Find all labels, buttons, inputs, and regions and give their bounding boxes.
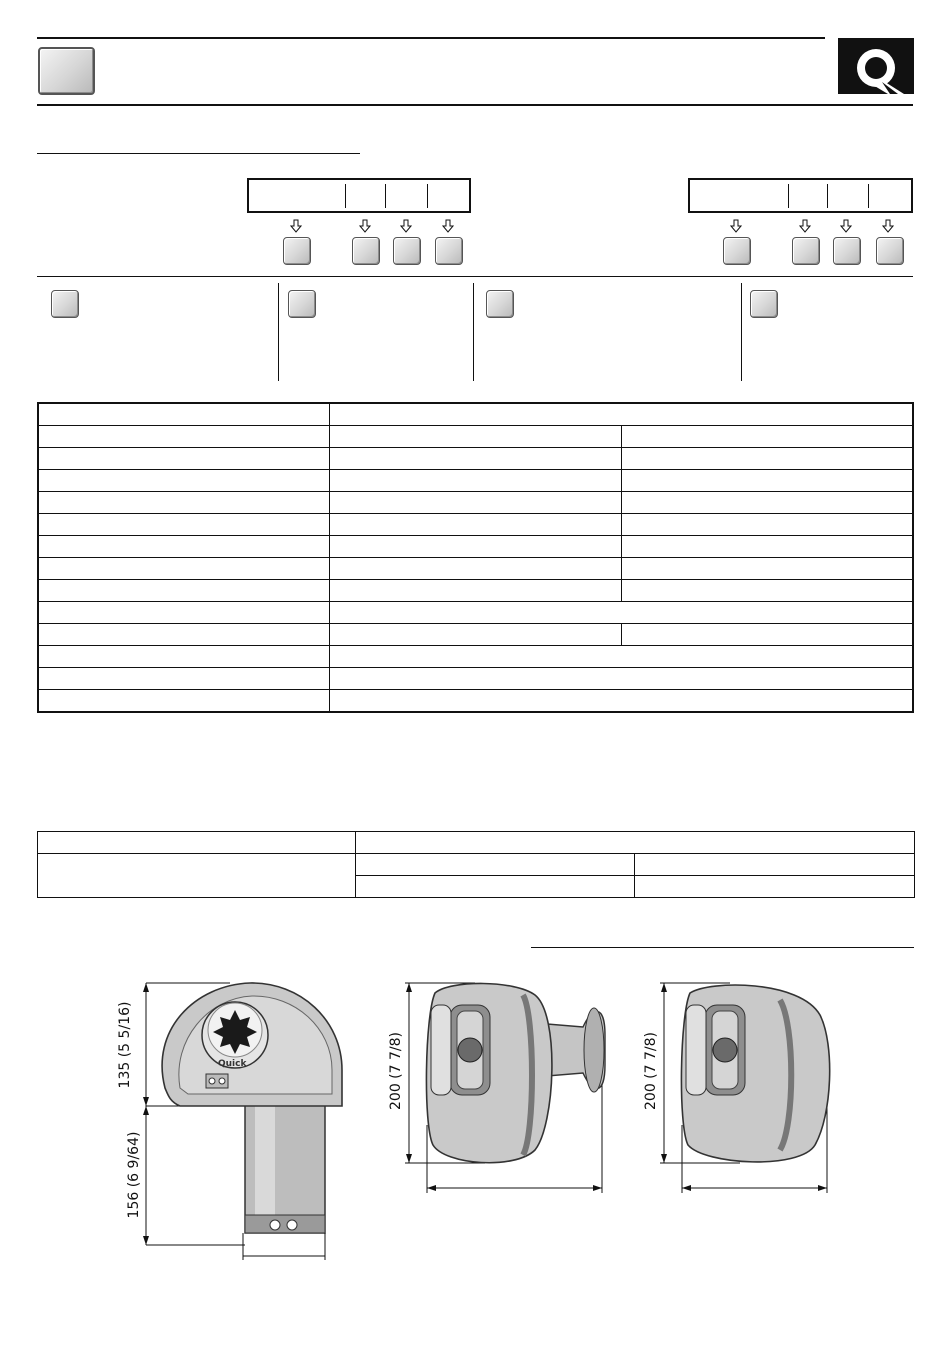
table-row [38,602,913,624]
table-row [38,854,915,876]
table-cell [329,536,621,558]
code-option-badge [435,237,463,265]
table-cell [621,514,913,536]
table-cell [38,492,329,514]
table-row [38,470,913,492]
table-cell [38,668,329,690]
code-option-badge [283,237,311,265]
table-row [38,426,913,448]
table-cell [38,832,356,854]
code-option-badge [723,237,751,265]
model-code-box-2 [688,178,913,213]
dim-label: 135 (5 5/16) [117,1001,133,1089]
table-cell [38,448,329,470]
legend-divider [278,283,279,381]
model-code-box-1 [247,178,471,213]
table-row [38,646,913,668]
legend-divider [741,283,742,381]
table-cell [38,536,329,558]
down-arrow-icon [730,219,742,233]
table-cell [356,876,635,898]
table-cell [38,624,329,646]
table-cell [329,646,913,668]
winch-front-view-drawing [110,970,350,1270]
header-top-rule [37,37,825,39]
cap-logo-text: Quick [218,1059,247,1069]
table-cell [621,448,913,470]
dim-label: 200 (7 7/8) [643,1032,659,1110]
table-cell [329,624,621,646]
table-cell [38,646,329,668]
table-row [38,580,913,602]
table-row [38,514,913,536]
table-cell [635,876,915,898]
header-bottom-rule [37,104,913,106]
table-cell [38,470,329,492]
table-cell [621,492,913,514]
q-logo-icon [838,38,914,94]
table-cell [621,536,913,558]
table-cell [38,558,329,580]
table-cell [329,690,913,713]
table-cell [329,470,621,492]
winch-side-view-no-drum-drawing [650,975,840,1200]
table-cell [621,624,913,646]
dim-label: 200 (7 7/8) [388,1032,404,1110]
legend-badge-2 [288,290,316,318]
down-arrow-icon [442,219,454,233]
table-cell [38,580,329,602]
table-row [38,558,913,580]
code-option-badge [876,237,904,265]
section-badge [38,47,95,95]
table-cell [356,832,915,854]
specifications-table [37,402,914,713]
table-cell [329,558,621,580]
table-cell [329,426,621,448]
code-option-badge [833,237,861,265]
down-arrow-icon [359,219,371,233]
winch-side-view-drawing [395,975,615,1200]
code-option-badge [393,237,421,265]
table-cell [635,854,915,876]
table-cell [621,558,913,580]
table-cell [38,690,329,713]
legend-rule [37,276,913,277]
down-arrow-icon [882,219,894,233]
table-cell [329,514,621,536]
table-cell [329,602,913,624]
table-cell [329,403,913,426]
dim-label: 156 (6 9/64) [126,1131,142,1219]
down-arrow-icon [290,219,302,233]
section-heading-rule [37,153,360,154]
table-cell [329,580,621,602]
table-row [38,832,915,854]
table-row [38,536,913,558]
down-arrow-icon [840,219,852,233]
table-cell [38,602,329,624]
table-cell [38,426,329,448]
table-cell [329,668,913,690]
table-cell [38,854,356,898]
table-row [38,448,913,470]
table-cell [356,854,635,876]
table-cell [38,403,329,426]
legend-badge-3 [486,290,514,318]
legend-divider [473,283,474,381]
code-option-badge [352,237,380,265]
table-cell [621,470,913,492]
down-arrow-icon [799,219,811,233]
table-cell [329,448,621,470]
table-cell [329,492,621,514]
down-arrow-icon [400,219,412,233]
legend-badge-1 [51,290,79,318]
table-row [38,668,913,690]
compatibility-table [37,831,915,898]
table-cell [621,580,913,602]
code-option-badge [792,237,820,265]
table-row [38,403,913,426]
table-row [38,690,913,713]
table-cell [38,514,329,536]
dimensions-heading-rule [531,947,914,948]
table-row [38,624,913,646]
table-row [38,492,913,514]
table-cell [621,426,913,448]
legend-badge-4 [750,290,778,318]
